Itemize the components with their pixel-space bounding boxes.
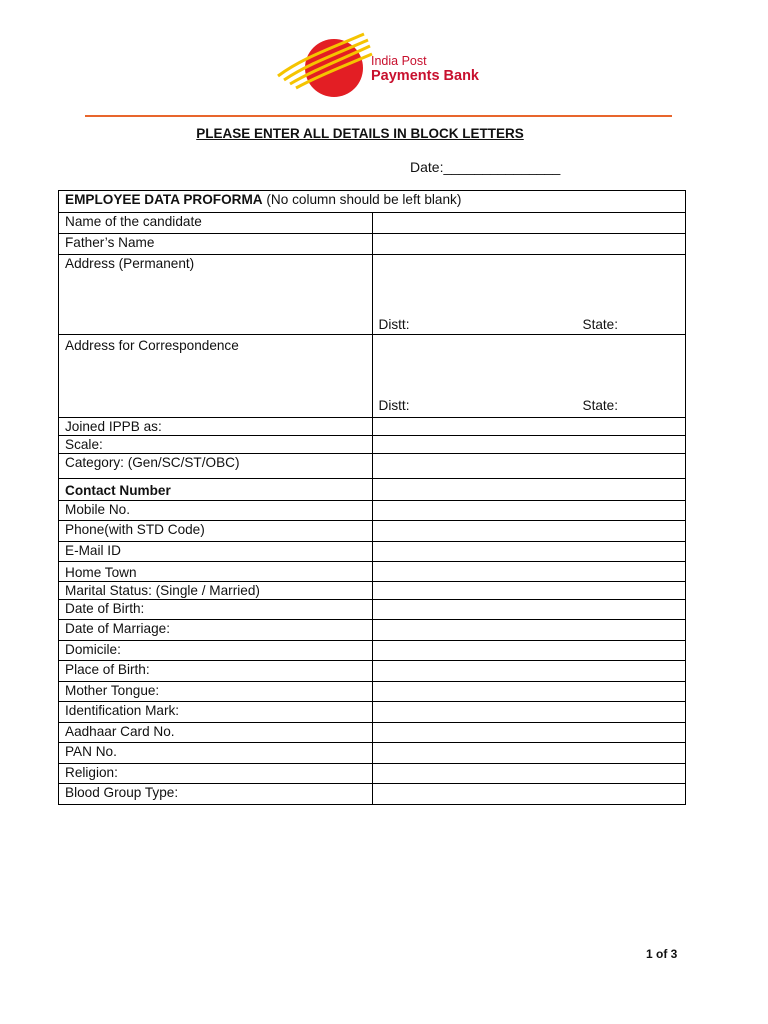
field-label-scale: Scale: [59, 436, 373, 454]
field-input-email[interactable] [372, 542, 686, 562]
form-row [59, 661, 686, 682]
form-row [59, 542, 686, 562]
address-correspondence-subfields [379, 397, 686, 414]
employee-data-form [58, 190, 686, 805]
brand-line-1: India Post [371, 54, 427, 68]
field-input-mother-tongue[interactable] [372, 682, 686, 702]
field-label-pan: PAN No. [59, 743, 373, 764]
field-input-religion[interactable] [372, 764, 686, 784]
distt-label: Distt: [378, 398, 410, 413]
field-label-hometown: Home Town [59, 562, 373, 582]
field-input-place-of-birth[interactable] [372, 661, 686, 682]
field-input-blood-group[interactable] [372, 784, 686, 805]
field-label-blood-group: Blood Group Type: [59, 784, 373, 805]
field-label-father: Father’s Name [59, 234, 373, 255]
ippb-logo [274, 24, 494, 104]
form-row [59, 764, 686, 784]
field-input-identification-mark[interactable] [372, 702, 686, 723]
field-input-category[interactable] [372, 454, 686, 479]
field-input-aadhaar[interactable] [372, 723, 686, 743]
field-input-phone[interactable] [372, 521, 686, 542]
form-row [59, 479, 686, 501]
field-label-domicile: Domicile: [59, 641, 373, 661]
distt-label: Distt: [378, 317, 410, 332]
field-input-address-permanent[interactable] [372, 255, 686, 335]
form-row [59, 723, 686, 743]
field-label-mobile: Mobile No. [59, 501, 373, 521]
field-label-marital: Marital Status: (Single / Married) [59, 582, 373, 600]
brand-line-2: Payments Bank [371, 68, 479, 84]
page-number: 1 of 3 [646, 947, 678, 961]
field-label-identification-mark: Identification Mark: [59, 702, 373, 723]
form-row [59, 521, 686, 542]
form-row [59, 436, 686, 454]
field-label-email: E-Mail ID [59, 542, 373, 562]
field-input-marital[interactable] [372, 582, 686, 600]
form-row [59, 501, 686, 521]
state-label: State: [582, 398, 619, 413]
form-row [59, 255, 686, 335]
field-input-domicile[interactable] [372, 641, 686, 661]
form-row [59, 641, 686, 661]
form-row [59, 682, 686, 702]
field-label-address-correspondence: Address for Correspondence [59, 335, 373, 418]
field-label-date-of-marriage: Date of Marriage: [59, 620, 373, 641]
field-input-name[interactable] [372, 213, 686, 234]
form-title-note: (No column should be left blank) [262, 192, 462, 207]
form-row [59, 702, 686, 723]
form-row [59, 418, 686, 436]
form-row [59, 600, 686, 620]
field-label-category: Category: (Gen/SC/ST/OBC) [59, 454, 373, 479]
section-label-contact: Contact Number [59, 479, 373, 501]
field-input-hometown[interactable] [372, 562, 686, 582]
form-row [59, 784, 686, 805]
field-label-mother-tongue: Mother Tongue: [59, 682, 373, 702]
field-input-father[interactable] [372, 234, 686, 255]
field-input-address-correspondence[interactable] [372, 335, 686, 418]
header-divider [85, 115, 672, 117]
field-input-joined[interactable] [372, 418, 686, 436]
form-row [59, 743, 686, 764]
form-title-bold: EMPLOYEE DATA PROFORMA [65, 192, 263, 207]
field-label-religion: Religion: [59, 764, 373, 784]
form-row [59, 562, 686, 582]
field-input-dob[interactable] [372, 600, 686, 620]
ippb-emblem-icon [274, 24, 374, 104]
field-label-joined: Joined IPPB as: [59, 418, 373, 436]
field-label-aadhaar: Aadhaar Card No. [59, 723, 373, 743]
field-label-phone: Phone(with STD Code) [59, 521, 373, 542]
form-row [59, 454, 686, 479]
form-row [59, 582, 686, 600]
form-row [59, 335, 686, 418]
date-field[interactable]: Date:_______________ [410, 159, 561, 175]
form-row [59, 620, 686, 641]
form-title [59, 191, 686, 213]
instruction-heading: PLEASE ENTER ALL DETAILS IN BLOCK LETTERS [196, 126, 524, 141]
field-label-name: Name of the candidate [59, 213, 373, 234]
field-input-contact[interactable] [372, 479, 686, 501]
field-input-date-of-marriage[interactable] [372, 620, 686, 641]
field-input-pan[interactable] [372, 743, 686, 764]
field-label-dob: Date of Birth: [59, 600, 373, 620]
form-row [59, 234, 686, 255]
field-input-scale[interactable] [372, 436, 686, 454]
form-title-row [59, 191, 686, 213]
address-permanent-subfields [379, 316, 686, 333]
field-label-address-permanent: Address (Permanent) [59, 255, 373, 335]
state-label: State: [582, 317, 619, 332]
form-row [59, 213, 686, 234]
field-label-place-of-birth: Place of Birth: [59, 661, 373, 682]
field-input-mobile[interactable] [372, 501, 686, 521]
